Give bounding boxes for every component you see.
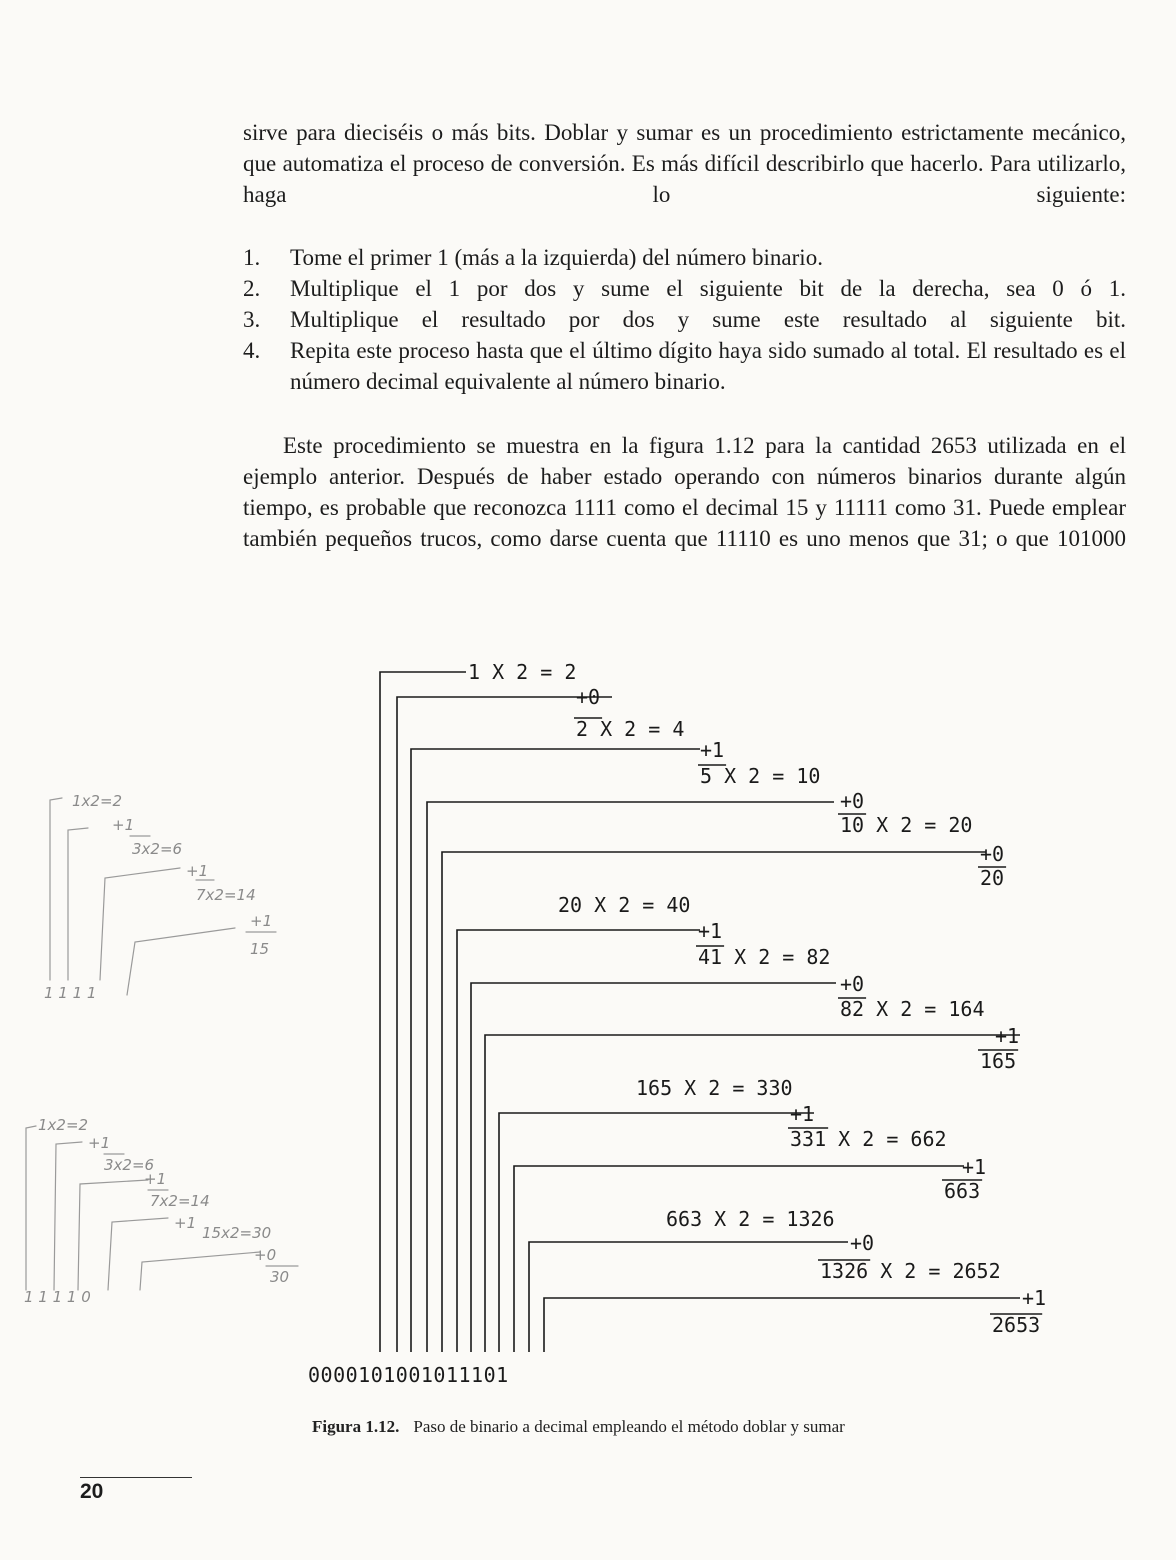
running-sum: 20 xyxy=(980,866,1005,890)
step-text: Repita este proceso hasta que el último dígito haya sido sumado al total. El resultado es el número decimal equivalente al número binario. xyxy=(290,338,1126,394)
addend: +1 xyxy=(995,1024,1020,1048)
list-item xyxy=(243,335,1126,397)
running-sum: 1326 X 2 = 2652 xyxy=(820,1259,1001,1283)
step-text: Multiplique el 1 por dos y sume el siguiente bit de la derecha, sea 0 ó 1. xyxy=(290,276,1126,301)
step-text: Multiplique el resultado por dos y sume este resultado al siguiente bit. xyxy=(290,307,1126,332)
note-text: 15x2=30 xyxy=(202,1224,272,1242)
note-text: 1 1 1 1 xyxy=(44,984,97,1002)
step-number: 4. xyxy=(243,338,261,363)
note-text: 3x2=6 xyxy=(132,840,183,858)
bit-line xyxy=(529,1242,848,1352)
addend: +0 xyxy=(840,789,865,813)
list-item xyxy=(243,273,1126,304)
bit-line xyxy=(411,749,700,1352)
note-text: 1 1 1 1 0 xyxy=(24,1288,91,1306)
note-text: +1 xyxy=(144,1170,167,1188)
addend: +1 xyxy=(698,919,723,943)
addend: +1 xyxy=(790,1102,815,1126)
note-text: +1 xyxy=(112,816,135,834)
running-sum: 2653 xyxy=(992,1313,1041,1337)
figure-caption xyxy=(312,1417,845,1437)
bit-line xyxy=(499,1113,814,1352)
note-text: +1 xyxy=(250,912,273,930)
addend: +0 xyxy=(576,685,601,709)
addend: +1 xyxy=(700,738,725,762)
running-sum: 331 X 2 = 662 xyxy=(790,1127,947,1151)
bit-line xyxy=(471,983,836,1352)
running-sum: 663 xyxy=(944,1179,981,1203)
note-text: 7x2=14 xyxy=(196,886,256,904)
list-item xyxy=(243,242,1126,273)
addend: +0 xyxy=(840,972,865,996)
running-sum: 41 X 2 = 82 xyxy=(698,945,831,969)
note-text: 1x2=2 xyxy=(38,1116,89,1134)
caption-label: Figura 1.12. xyxy=(312,1417,400,1436)
list-item xyxy=(243,304,1126,335)
running-sum: 10 X 2 = 20 xyxy=(840,813,973,837)
bit-line xyxy=(397,697,612,1352)
addend: +0 xyxy=(980,842,1005,866)
running-sum: 5 X 2 = 10 xyxy=(700,764,821,788)
note-text: 7x2=14 xyxy=(150,1192,210,1210)
figure-diagram xyxy=(0,640,1176,1400)
note-text: +1 xyxy=(88,1134,111,1152)
page-number: 20 xyxy=(80,1480,104,1503)
binary-number: 0000101001011101 xyxy=(308,1363,509,1387)
body-paragraph: Este procedimiento se muestra en la figura 1.12 para la cantidad 2653 utilizada en el ejemplo anterior. Después de haber estado operando con números binarios durante algún tiempo, es probable que reconozca 1111 como el decimal 15 y 11111 como 31. Puede emplear también pequeños trucos, como darse cuenta que 11110 es uno menos que 31; o que 101000 xyxy=(243,433,1126,551)
step-text: Tome el primer 1 (más a la izquierda) del número binario. xyxy=(290,245,823,270)
bit-line xyxy=(380,672,466,1352)
multiply-step: 20 X 2 = 40 xyxy=(558,893,691,917)
note-text: 3x2=6 xyxy=(104,1156,155,1174)
running-sum: 2 X 2 = 4 xyxy=(576,717,685,741)
note-text: +1 xyxy=(186,862,209,880)
multiply-step: 165 X 2 = 330 xyxy=(636,1076,793,1100)
bit-line xyxy=(544,1298,1020,1352)
calculation-steps xyxy=(468,660,1046,1337)
note-text: 1x2=2 xyxy=(72,792,123,810)
step-number: 2. xyxy=(243,276,261,301)
step-number: 1. xyxy=(243,245,261,270)
running-sum: 165 xyxy=(980,1049,1017,1073)
bit-line xyxy=(457,930,700,1352)
note-text: 30 xyxy=(270,1268,290,1286)
note-text: +1 xyxy=(174,1214,197,1232)
note-text: 15 xyxy=(250,940,270,958)
footer-rule xyxy=(80,1477,192,1478)
addend: +0 xyxy=(850,1231,875,1255)
addend: +1 xyxy=(1022,1286,1047,1310)
note-text: +0 xyxy=(254,1246,277,1264)
running-sum: 82 X 2 = 164 xyxy=(840,997,985,1021)
steps-list xyxy=(243,242,1126,397)
multiply-step: 1 X 2 = 2 xyxy=(468,660,577,684)
caption-text: Paso de binario a decimal empleando el método doblar y sumar xyxy=(413,1417,845,1436)
step-number: 3. xyxy=(243,307,261,332)
intro-paragraph: sirve para dieciséis o más bits. Doblar y sumar es un procedimiento estrictamente mecánico, que automatiza el proceso de conversión. Es más difícil describirlo que hacerlo. Para utilizarlo, haga lo siguiente: xyxy=(243,120,1126,207)
multiply-step: 663 X 2 = 1326 xyxy=(666,1207,835,1231)
addend: +1 xyxy=(962,1155,987,1179)
